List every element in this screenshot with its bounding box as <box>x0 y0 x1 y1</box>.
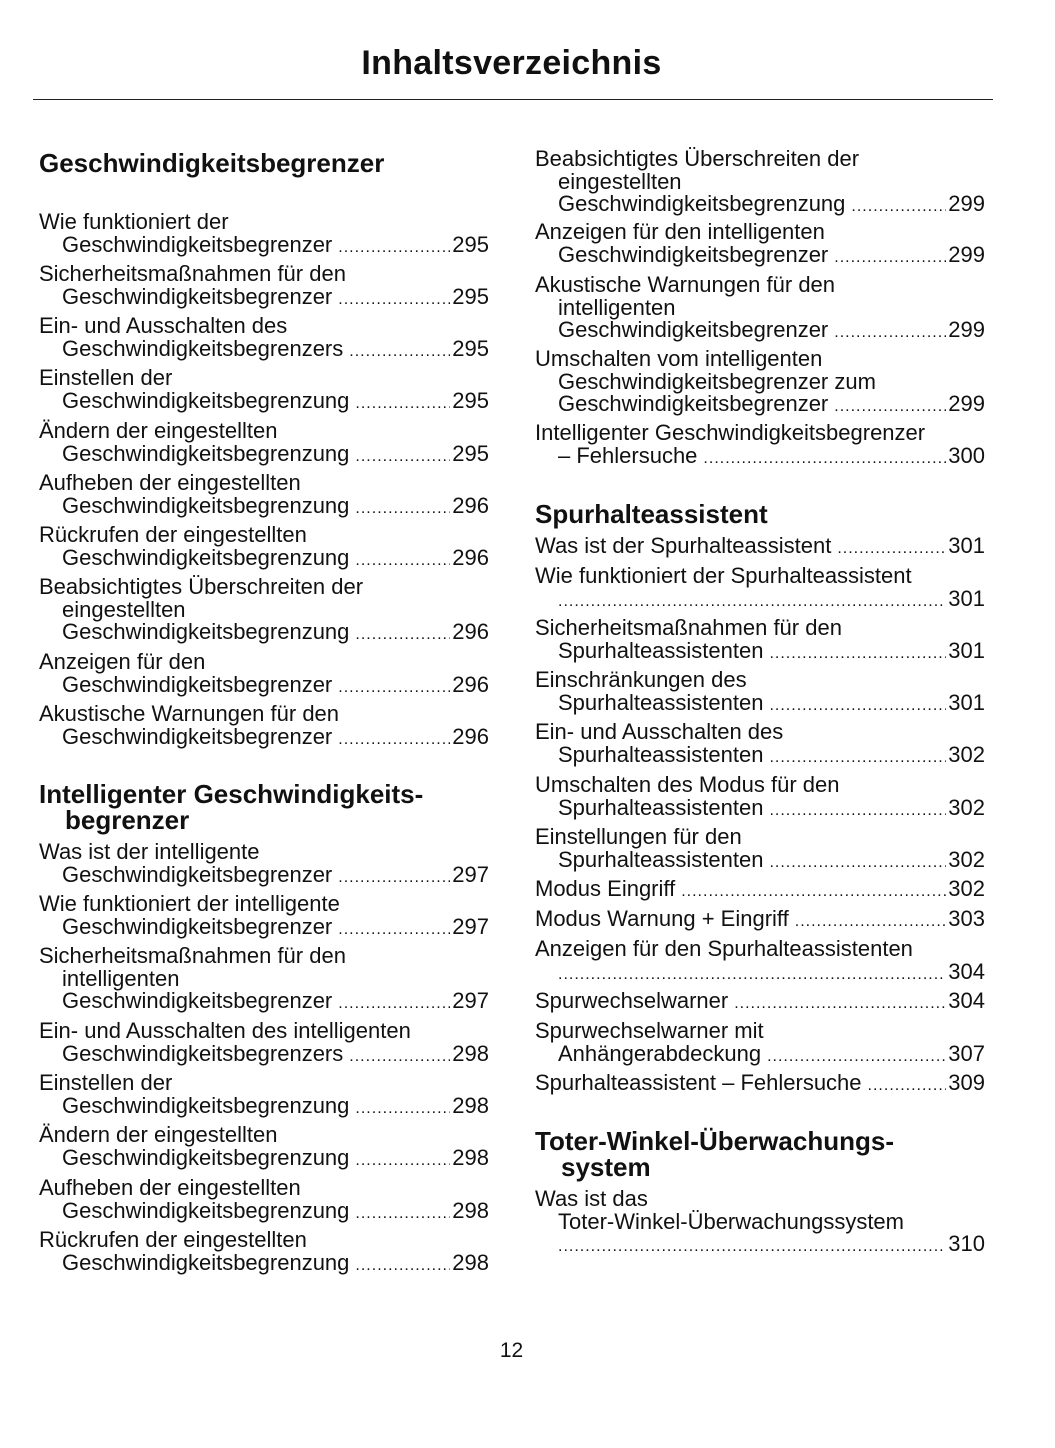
dot-leader <box>349 341 450 364</box>
toc-entry-title-line: Spurhalteassistent – Fehlersuche <box>535 1070 862 1095</box>
toc-entry-title-line: Spurwechselwarner mit <box>535 1018 764 1043</box>
section-heading-line: Spurhalteassistent <box>535 499 768 529</box>
toc-entry-page-number: 299 <box>948 317 985 342</box>
dot-leader <box>338 237 450 260</box>
toc-entry[interactable] <box>535 990 985 1016</box>
toc-entry-leader-line <box>39 1092 489 1121</box>
toc-entry-page-number: 301 <box>948 689 985 715</box>
toc-entry-page-number: 296 <box>452 544 489 570</box>
toc-entry-title-line: Rückrufen der eingestellten <box>39 522 307 547</box>
section-heading-line: Toter-Winkel-Überwachungs- <box>535 1126 894 1156</box>
toc-entry-leader-line <box>39 387 489 416</box>
dot-leader <box>349 1046 450 1069</box>
toc-entry-page-number: 299 <box>948 391 985 416</box>
toc-entry-leader-line <box>535 1233 985 1259</box>
dot-leader <box>355 393 450 416</box>
dot-leader <box>769 800 946 823</box>
section-heading-line: begrenzer <box>65 805 190 835</box>
toc-entry-leader-line <box>39 1040 489 1069</box>
toc-entry-page-number: 307 <box>948 1040 985 1066</box>
toc-entry-title-line: Sicherheitsmaßnahmen für den <box>39 261 346 286</box>
dot-leader <box>769 747 946 770</box>
toc-entry-leader-line <box>39 621 489 647</box>
toc-entry-title-line: Ein- und Ausschalten des <box>39 313 288 338</box>
toc-entry-title-line: Umschalten des Modus für den <box>535 772 840 797</box>
toc-entry-page-number: 302 <box>948 794 985 820</box>
toc-entry[interactable] <box>39 524 489 572</box>
toc-entry-leader-line <box>39 283 489 312</box>
dot-leader <box>355 446 450 469</box>
toc-entry-title-line: Was ist der intelligente <box>39 839 260 864</box>
toc-entry-page-number: 296 <box>452 619 489 644</box>
toc-entry-leader-line <box>535 535 985 561</box>
toc-entry-page-number: 295 <box>452 387 489 413</box>
toc-entry-title-line: Geschwindigkeitsbegrenzung <box>62 1249 350 1275</box>
toc-entry[interactable] <box>535 721 985 769</box>
toc-entry-title-line: Wie funktioniert der Spurhalteassistent <box>535 563 912 588</box>
toc-entry-title-line: Geschwindigkeitsbegrenzer <box>62 671 333 697</box>
toc-entry[interactable] <box>39 263 489 311</box>
dot-leader <box>851 196 946 219</box>
toc-entry-title-line: Aufheben der eingestellten <box>39 470 301 495</box>
toc-entry-title-line: Wie funktioniert der <box>39 209 229 234</box>
toc-entry-page-number: 295 <box>452 231 489 257</box>
toc-entry-leader-line <box>535 958 985 987</box>
toc-entry[interactable] <box>39 1020 489 1068</box>
page-number: 12 <box>499 1339 524 1362</box>
toc-entry[interactable] <box>535 221 985 269</box>
toc-entry-leader-line <box>535 585 985 614</box>
toc-entry-page-number: 301 <box>948 533 985 558</box>
toc-entry-title-line: Einschränkungen des <box>535 667 747 692</box>
dot-leader <box>338 729 450 752</box>
section-heading-line: Intelligenter Geschwindigkeits- <box>39 779 424 809</box>
dot-leader <box>558 591 946 614</box>
toc-entry-leader-line <box>535 319 985 345</box>
toc-entry[interactable] <box>39 472 489 520</box>
toc-entry[interactable] <box>535 274 985 345</box>
toc-entry-title-line: Sicherheitsmaßnahmen für den <box>535 615 842 640</box>
toc-entry-title-line: Geschwindigkeitsbegrenzer <box>62 231 333 257</box>
toc-entry-page-number: 296 <box>452 671 489 697</box>
toc-entry[interactable] <box>39 1072 489 1120</box>
dot-leader <box>734 993 946 1016</box>
toc-entry-page-number: 304 <box>948 958 985 984</box>
toc-entry-title-line: Akustische Warnungen für den <box>535 272 836 297</box>
toc-entry-title-line: Geschwindigkeitsbegrenzer <box>558 241 829 267</box>
toc-entry-leader-line <box>535 990 985 1016</box>
toc-entry-page-number: 295 <box>452 283 489 309</box>
toc-entry-leader-line <box>535 878 985 904</box>
dot-leader <box>868 1075 947 1098</box>
toc-entry-title-line: Einstellungen für den <box>535 824 742 849</box>
toc-entry-leader-line <box>535 741 985 770</box>
toc-entry-title-line: Modus Warnung + Eingriff <box>535 906 789 931</box>
dot-leader <box>834 322 946 345</box>
toc-entry[interactable] <box>39 651 489 699</box>
toc-entry[interactable] <box>535 535 985 561</box>
toc-entry[interactable] <box>535 826 985 874</box>
toc-entry-title-line: Geschwindigkeitsbegrenzers <box>62 335 344 361</box>
toc-entry-leader-line <box>535 442 985 471</box>
toc-entry[interactable] <box>39 893 489 941</box>
toc-entry-page-number: 298 <box>452 1040 489 1066</box>
toc-entry[interactable] <box>39 945 489 1016</box>
toc-entry[interactable] <box>39 1177 489 1225</box>
toc-entry-page-number: 295 <box>452 440 489 466</box>
toc-entry-title-line: Intelligenter Geschwindigkeitsbegrenzer <box>535 420 926 445</box>
toc-entry-title-line: Geschwindigkeitsbegrenzung <box>62 387 350 413</box>
toc-entry[interactable] <box>39 576 489 647</box>
page-title: Inhaltsverzeichnis <box>361 44 662 82</box>
dot-leader <box>834 247 946 270</box>
toc-entry-leader-line <box>39 231 489 260</box>
section-heading-line: Geschwindigkeitsbegrenzer <box>39 148 385 178</box>
toc-entry-title-line: Geschwindigkeitsbegrenzers <box>62 1040 344 1066</box>
toc-entry-page-number: 298 <box>452 1092 489 1118</box>
title-divider <box>33 99 993 100</box>
toc-entry-page-number: 299 <box>948 241 985 267</box>
toc-entry-leader-line <box>39 492 489 521</box>
toc-entry-title-line: Umschalten vom intelligenten <box>535 346 823 371</box>
section-heading <box>535 501 768 527</box>
toc-entry-title-line: Ein- und Ausschalten des intelligenten <box>39 1018 411 1043</box>
toc-entry-title-line: Geschwindigkeitsbegrenzer <box>558 317 829 342</box>
toc-entry[interactable] <box>535 617 985 665</box>
dot-leader <box>795 911 947 934</box>
toc-entry-leader-line <box>535 241 985 270</box>
toc-entry[interactable] <box>39 211 489 259</box>
toc-entry-title-line: Geschwindigkeitsbegrenzer <box>62 988 333 1013</box>
dot-leader <box>834 396 946 419</box>
toc-entry-title-line: Geschwindigkeitsbegrenzung <box>62 492 350 518</box>
dot-leader <box>767 1046 946 1069</box>
toc-entry-leader-line <box>535 689 985 718</box>
toc-entry-title-line: Geschwindigkeitsbegrenzung <box>62 440 350 466</box>
dot-leader <box>338 677 450 700</box>
toc-entry-page-number: 301 <box>948 637 985 663</box>
dot-leader <box>338 289 450 312</box>
dot-leader <box>355 1203 450 1226</box>
toc-entry-title-line: intelligenten <box>558 294 676 320</box>
toc-entry-title-line: Wie funktioniert der intelligente <box>39 891 340 916</box>
toc-entry-title-line: Geschwindigkeitsbegrenzung <box>558 191 846 216</box>
toc-entry-leader-line <box>535 908 985 934</box>
toc-entry-title-line: eingestellten <box>62 596 186 622</box>
dot-leader <box>558 1236 946 1259</box>
toc-entry-title-line: eingestellten <box>558 168 682 194</box>
toc-entry-title-line: Ändern der eingestellten <box>39 1122 278 1147</box>
toc-entry-page-number: 310 <box>948 1231 985 1256</box>
toc-entry-leader-line <box>535 193 985 219</box>
dot-leader <box>355 498 450 521</box>
toc-entry-leader-line <box>535 637 985 666</box>
toc-entry-page-number: 302 <box>948 741 985 767</box>
toc-entry[interactable] <box>39 703 489 751</box>
toc-entry-leader-line <box>39 671 489 700</box>
toc-entry[interactable] <box>535 1020 985 1068</box>
toc-entry-title-line: Geschwindigkeitsbegrenzer zum <box>558 368 876 394</box>
toc-entry-page-number: 299 <box>948 191 985 216</box>
toc-entry[interactable] <box>535 908 985 934</box>
toc-entry-page-number: 302 <box>948 846 985 872</box>
toc-entry[interactable] <box>535 878 985 904</box>
section-heading <box>39 781 423 833</box>
dot-leader <box>355 624 450 647</box>
toc-entry-leader-line <box>535 393 985 419</box>
toc-entry-title-line: intelligenten <box>62 965 180 991</box>
toc-entry-leader-line <box>39 1197 489 1226</box>
toc-entry[interactable] <box>39 1229 489 1277</box>
toc-entry-page-number: 296 <box>452 492 489 518</box>
toc-entry-title-line: Ein- und Ausschalten des <box>535 719 784 744</box>
dot-leader <box>837 538 946 561</box>
toc-entry[interactable] <box>39 841 489 889</box>
dot-leader <box>355 1098 450 1121</box>
toc-entry-title-line: Spurhalteassistenten <box>558 794 764 820</box>
toc-entry-title-line: Geschwindigkeitsbegrenzung <box>62 1092 350 1118</box>
dot-leader <box>355 1255 450 1278</box>
dot-leader <box>703 448 946 471</box>
toc-entry-leader-line <box>39 544 489 573</box>
toc-entry-title-line: Anzeigen für den <box>39 649 206 674</box>
toc-entry-title-line: Spurwechselwarner <box>535 988 729 1013</box>
section-heading <box>39 150 384 176</box>
toc-entry[interactable] <box>39 367 489 415</box>
toc-entry-title-line: Geschwindigkeitsbegrenzer <box>62 861 333 887</box>
toc-entry-title-line: Anhängerabdeckung <box>558 1040 762 1066</box>
toc-entry-title-line: Ändern der eingestellten <box>39 418 278 443</box>
toc-entry-page-number: 296 <box>452 723 489 749</box>
toc-entry[interactable] <box>39 315 489 363</box>
toc-entry-title-line: Geschwindigkeitsbegrenzung <box>62 619 350 644</box>
toc-entry-title-line: Was ist der Spurhalteassistent <box>535 533 832 558</box>
toc-entry-title-line: Beabsichtigtes Überschreiten der <box>535 146 860 171</box>
toc-entry-title-line: Akustische Warnungen für den <box>39 701 340 726</box>
toc-entry-leader-line <box>39 861 489 890</box>
toc-entry-title-line: Sicherheitsmaßnahmen für den <box>39 943 346 968</box>
dot-leader <box>558 964 946 987</box>
toc-entry-title-line: Geschwindigkeitsbegrenzung <box>62 1144 350 1170</box>
toc-entry-leader-line <box>39 913 489 942</box>
toc-entry-page-number: 297 <box>452 913 489 939</box>
dot-leader <box>355 1150 450 1173</box>
toc-entry-title-line: Geschwindigkeitsbegrenzer <box>62 913 333 939</box>
toc-entry-page-number: 309 <box>948 1070 985 1095</box>
toc-entry-page-number: 298 <box>452 1197 489 1223</box>
section-heading-line: system <box>561 1152 651 1182</box>
toc-entry-page-number: 300 <box>948 442 985 468</box>
dot-leader <box>769 852 946 875</box>
toc-entry[interactable] <box>535 1188 985 1259</box>
toc-entry[interactable] <box>535 148 985 219</box>
toc-entry-page-number: 301 <box>948 585 985 611</box>
toc-entry-leader-line <box>535 1040 985 1069</box>
toc-entry-leader-line <box>39 990 489 1016</box>
toc-entry-title-line: Einstellen der <box>39 365 173 390</box>
toc-entry-title-line: Geschwindigkeitsbegrenzung <box>62 544 350 570</box>
toc-entry-page-number: 297 <box>452 988 489 1013</box>
toc-entry-leader-line <box>39 723 489 752</box>
dot-leader <box>338 993 450 1016</box>
dot-leader <box>338 919 450 942</box>
toc-entry-title-line: Geschwindigkeitsbegrenzung <box>62 1197 350 1223</box>
toc-entry-page-number: 303 <box>948 906 985 931</box>
toc-entry-leader-line <box>535 846 985 875</box>
toc-entry-title-line: Toter-Winkel-Überwachungssystem <box>558 1208 904 1234</box>
toc-entry-title-line: Einstellen der <box>39 1070 173 1095</box>
toc-entry-title-line: Modus Eingriff <box>535 876 676 901</box>
toc-entry-leader-line <box>535 794 985 823</box>
dot-leader <box>355 550 450 573</box>
toc-entry-leader-line <box>39 1249 489 1278</box>
section-heading <box>535 1128 894 1180</box>
toc-entry-title-line: Spurhalteassistenten <box>558 741 764 767</box>
toc-entry-title-line: Spurhalteassistenten <box>558 846 764 872</box>
toc-entry-title-line: Aufheben der eingestellten <box>39 1175 301 1200</box>
toc-entry-page-number: 298 <box>452 1249 489 1275</box>
toc-entry-leader-line <box>535 1072 985 1098</box>
toc-entry-leader-line <box>39 1144 489 1173</box>
toc-entry[interactable] <box>535 669 985 717</box>
toc-entry-title-line: Rückrufen der eingestellten <box>39 1227 307 1252</box>
toc-entry-page-number: 304 <box>948 988 985 1013</box>
toc-entry-title-line: Geschwindigkeitsbegrenzer <box>558 391 829 416</box>
toc-entry-title-line: Geschwindigkeitsbegrenzer <box>62 283 333 309</box>
toc-entry[interactable] <box>39 420 489 468</box>
dot-leader <box>681 881 946 904</box>
toc-entry[interactable] <box>535 348 985 419</box>
toc-entry-leader-line <box>39 440 489 469</box>
toc-entry-page-number: 298 <box>452 1144 489 1170</box>
toc-entry[interactable] <box>535 938 985 986</box>
toc-entry-title-line: Geschwindigkeitsbegrenzer <box>62 723 333 749</box>
toc-entry-page-number: 302 <box>948 876 985 901</box>
dot-leader <box>769 643 946 666</box>
toc-entry-title-line: Beabsichtigtes Überschreiten der <box>39 574 364 599</box>
dot-leader <box>338 867 450 890</box>
toc-entry[interactable] <box>535 422 985 470</box>
toc-entry-leader-line <box>39 335 489 364</box>
toc-entry-title-line: Spurhalteassistenten <box>558 637 764 663</box>
toc-entry[interactable] <box>535 1072 985 1098</box>
toc-entry-title-line: Was ist das <box>535 1186 648 1211</box>
toc-entry-title-line: Anzeigen für den intelligenten <box>535 219 825 244</box>
toc-entry[interactable] <box>535 565 985 613</box>
toc-entry-title-line: Spurhalteassistenten <box>558 689 764 715</box>
toc-entry-page-number: 297 <box>452 861 489 887</box>
dot-leader <box>769 695 946 718</box>
toc-entry[interactable] <box>39 1124 489 1172</box>
toc-entry[interactable] <box>535 774 985 822</box>
toc-entry-title-line: – Fehlersuche <box>558 442 698 468</box>
toc-entry-page-number: 295 <box>452 335 489 361</box>
toc-entry-title-line: Anzeigen für den Spurhalteassistenten <box>535 936 913 961</box>
